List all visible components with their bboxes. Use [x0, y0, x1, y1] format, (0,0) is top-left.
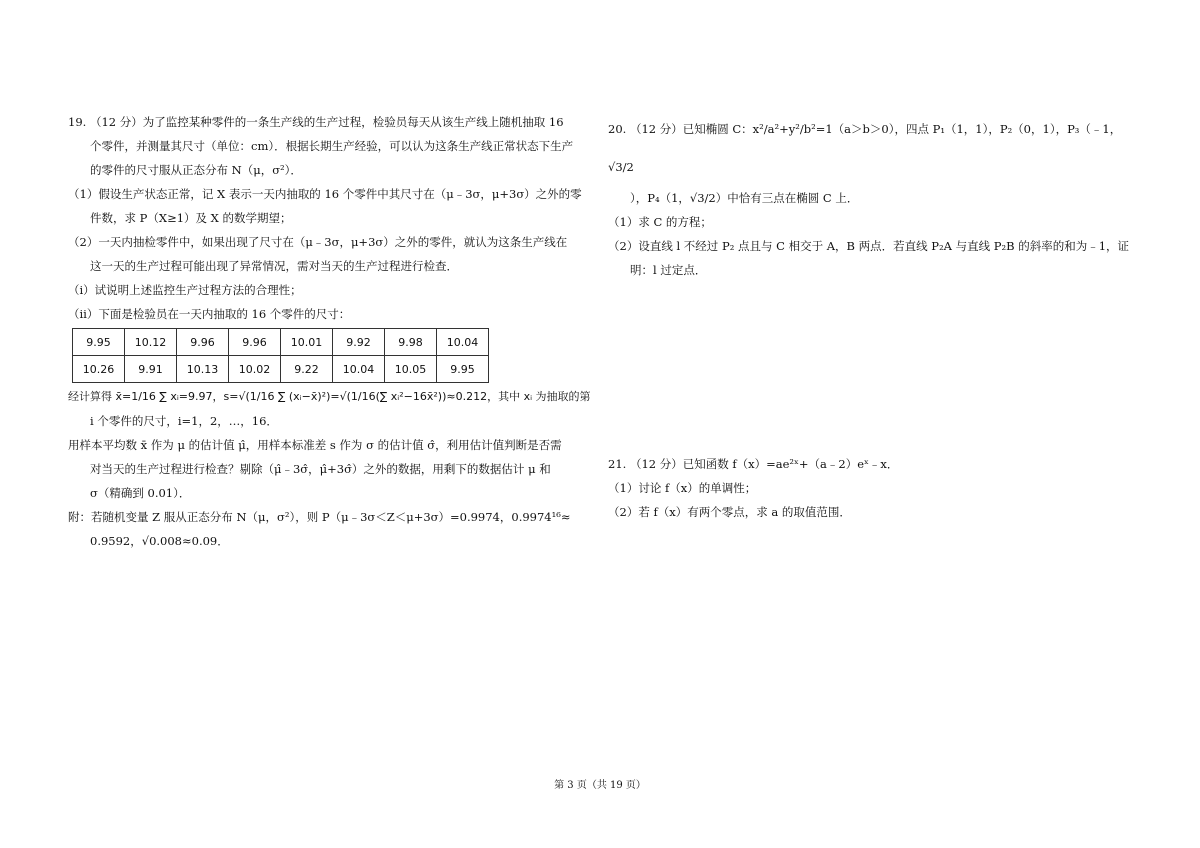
- table-row: [73, 329, 489, 356]
- table-cell: 10.13: [177, 356, 229, 383]
- right-column: [608, 110, 1138, 524]
- table-cell: 10.26: [73, 356, 125, 383]
- q21-part1: （1）讨论 f（x）的单调性；: [608, 481, 757, 495]
- q19-est-c: σ（精确到 0.01）．: [90, 486, 191, 500]
- q19-line1: 19. （12 分）为了监控某种零件的一条生产线的生产过程，检验员每天从该生产线上随机抽取 16: [68, 115, 564, 129]
- table-cell: 9.95: [437, 356, 489, 383]
- table-row: [73, 356, 489, 383]
- table-cell: 10.04: [333, 356, 385, 383]
- q19-part1-b: 件数，求 P（X≥1）及 X 的数学期望；: [90, 211, 292, 225]
- q19-part2-a: （2）一天内抽检零件中，如果出现了尺寸在（μ﹣3σ，μ+3σ）之外的零件，就认为这条生产线在: [68, 235, 568, 249]
- page-footer: 第 3 页（共 19 页）: [554, 780, 646, 791]
- q19-part1-a: （1）假设生产状态正常，记 X 表示一天内抽取的 16 个零件中其尺寸在（μ﹣3σ，μ+3σ）之外的零: [68, 187, 582, 201]
- table-cell: 9.96: [177, 329, 229, 356]
- q19-est-b: 对当天的生产过程进行检查？剔除（μ̂﹣3σ̂，μ̂+3σ̂）之外的数据，用剩下的数据估计 μ 和: [90, 462, 551, 476]
- q21-line1: 21. （12 分）已知函数 f（x）=ae²ˣ+（a﹣2）eˣ﹣x．: [608, 457, 899, 471]
- q19-note-a: 附：若随机变量 Z 服从正态分布 N（μ，σ²），则 P（μ﹣3σ＜Z＜μ+3σ）=0.9974，0.9974¹⁶≈: [68, 510, 571, 524]
- table-cell: 9.96: [229, 329, 281, 356]
- q19-sub-ii: （ⅱ）下面是检验员在一天内抽取的 16 个零件的尺寸：: [68, 307, 351, 321]
- q19-line2: 个零件，并测量其尺寸（单位：cm）．根据长期生产经验，可以认为这条生产线正常状态下生产: [90, 139, 574, 153]
- table-cell: 9.22: [281, 356, 333, 383]
- q19-calc-a: 经计算得 x̄=1/16 ∑ xᵢ=9.97，s=√(1/16 ∑ (xᵢ−x̄)²)=√(1/16(∑ xᵢ²−16x̄²))≈0.212，其中 xᵢ 为抽取的第: [68, 390, 591, 403]
- left-column: [68, 110, 598, 553]
- q20-part1: （1）求 C 的方程；: [608, 215, 712, 229]
- q19-sub-i: （ⅰ）试说明上述监控生产过程方法的合理性；: [68, 283, 302, 297]
- q19-calc-b: i 个零件的尺寸，i=1，2，…，16．: [90, 414, 278, 428]
- q20-part2-a: （2）设直线 l 不经过 P₂ 点且与 C 相交于 A，B 两点．若直线 P₂A 与直线 P₂B 的斜率的和为﹣1，证: [608, 239, 1130, 253]
- table-cell: 10.02: [229, 356, 281, 383]
- spacer: [608, 282, 1138, 400]
- q21-part2: （2）若 f（x）有两个零点，求 a 的取值范围．: [608, 505, 851, 519]
- q20-line1: 20. （12 分）已知椭圆 C：x²/a²+y²/b²=1（a＞b＞0），四点 P₁（1，1），P₂（0，1），P₃（﹣1，√3/2: [608, 122, 1122, 174]
- q20-part2-b: 明：l 过定点．: [630, 263, 707, 277]
- table-cell: 10.12: [125, 329, 177, 356]
- q19-est-a: 用样本平均数 x̄ 作为 μ 的估计值 μ̂，用样本标准差 s 作为 σ 的估计值 σ̂，利用估计值判断是否需: [68, 438, 562, 452]
- table-cell: 9.92: [333, 329, 385, 356]
- table-cell: 10.04: [437, 329, 489, 356]
- table-cell: 9.91: [125, 356, 177, 383]
- table-cell: 9.95: [73, 329, 125, 356]
- q19-line3: 的零件的尺寸服从正态分布 N（μ，σ²）．: [90, 163, 302, 177]
- sizes-table: [72, 328, 489, 383]
- q20-line2: ），P₄（1，√3/2）中恰有三点在椭圆 C 上．: [630, 191, 859, 205]
- q19-part2-b: 这一天的生产过程可能出现了异常情况，需对当天的生产过程进行检查．: [90, 259, 458, 273]
- table-cell: 10.05: [385, 356, 437, 383]
- table-cell: 10.01: [281, 329, 333, 356]
- q19-note-b: 0.9592，√0.008≈0.09．: [90, 534, 229, 548]
- table-cell: 9.98: [385, 329, 437, 356]
